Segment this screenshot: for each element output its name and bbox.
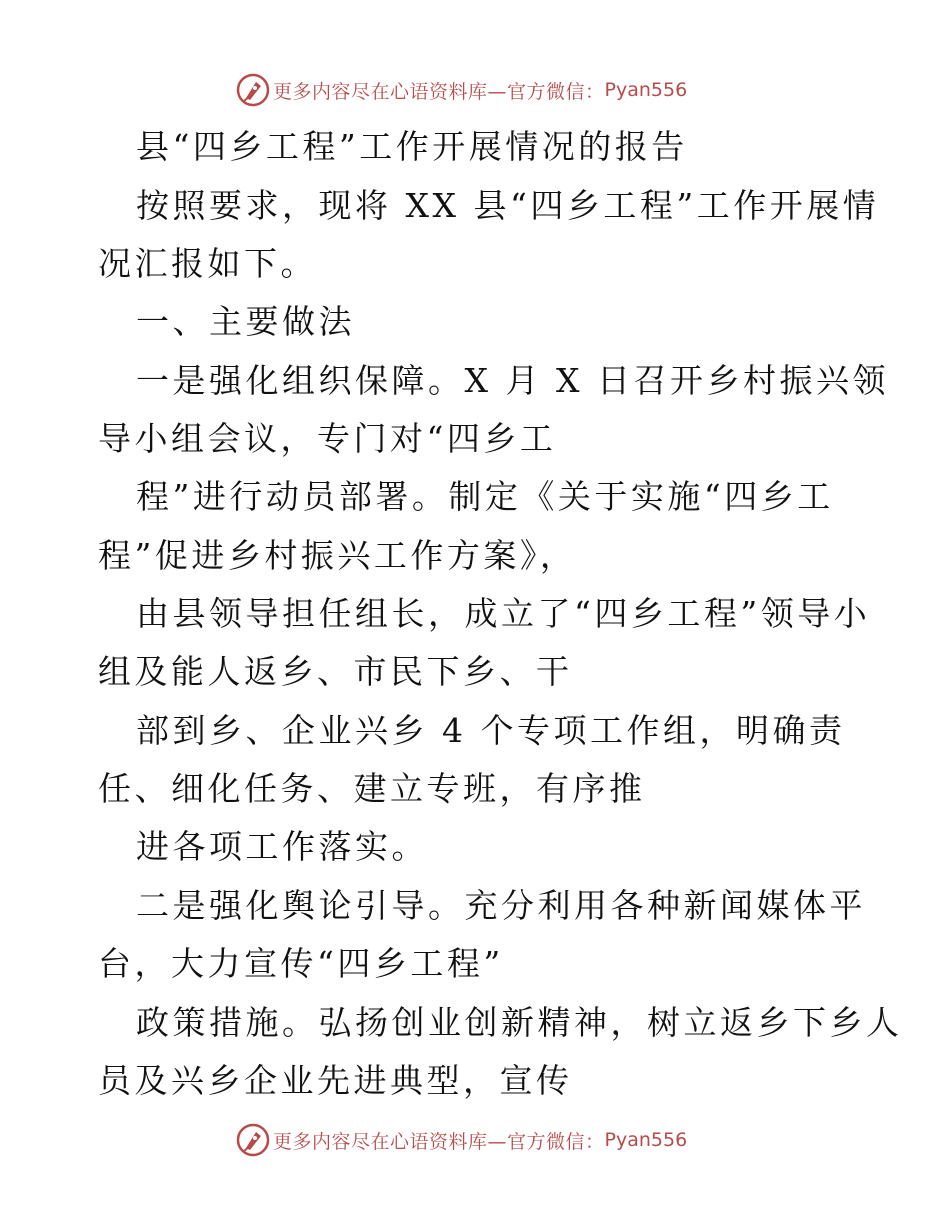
paragraph-line: 程”进行动员部署。制定《关于实施“四乡工: [136, 477, 834, 516]
paragraph-line: 二是强化舆论引导。充分利用各种新闻媒体平: [136, 886, 866, 925]
paragraph-line: 一是强化组织保障。X 月 X 日召开乡村振兴领: [136, 361, 889, 400]
document-title: 县“四乡工程”工作开展情况的报告: [136, 127, 688, 166]
paragraph-line: 进各项工作落实。: [136, 827, 428, 866]
section-heading: 一、主要做法: [136, 302, 355, 341]
paragraph-line: 台，大力宣传“四乡工程”: [98, 944, 504, 983]
watermark-contact: Pyan556: [604, 1129, 688, 1151]
paragraph-line: 按照要求，现将 XX 县“四乡工程”工作开展情: [136, 186, 880, 225]
paragraph-line: 程”促进乡村振兴工作方案》，: [98, 536, 577, 575]
watermark-contact: Pyan556: [604, 79, 688, 101]
paragraph-line: 任、细化任务、建立专班，有序推: [98, 769, 646, 808]
paragraph-line: 由县领导担任组长，成立了“四乡工程”领导小: [136, 594, 871, 633]
watermark-text: 更多内容尽在心语资料库—官方微信：: [273, 1130, 605, 1153]
paragraph-line: 导小组会议，专门对“四乡工: [98, 419, 557, 458]
watermark-footer: [236, 1123, 687, 1157]
paragraph-line: 部到乡、企业兴乡 4 个专项工作组，明确责: [136, 711, 846, 750]
paragraph-line: 政策措施。弘扬创业创新精神，树立返乡下乡人: [136, 1003, 903, 1042]
watermark-text: 更多内容尽在心语资料库—官方微信：: [273, 80, 605, 103]
paragraph-line: 组及能人返乡、市民下乡、干: [98, 652, 573, 691]
pen-nib-logo-icon: [236, 1123, 270, 1157]
paragraph-line: 员及兴乡企业先进典型，宣传: [98, 1061, 573, 1100]
paragraph-line: 况汇报如下。: [98, 244, 317, 283]
